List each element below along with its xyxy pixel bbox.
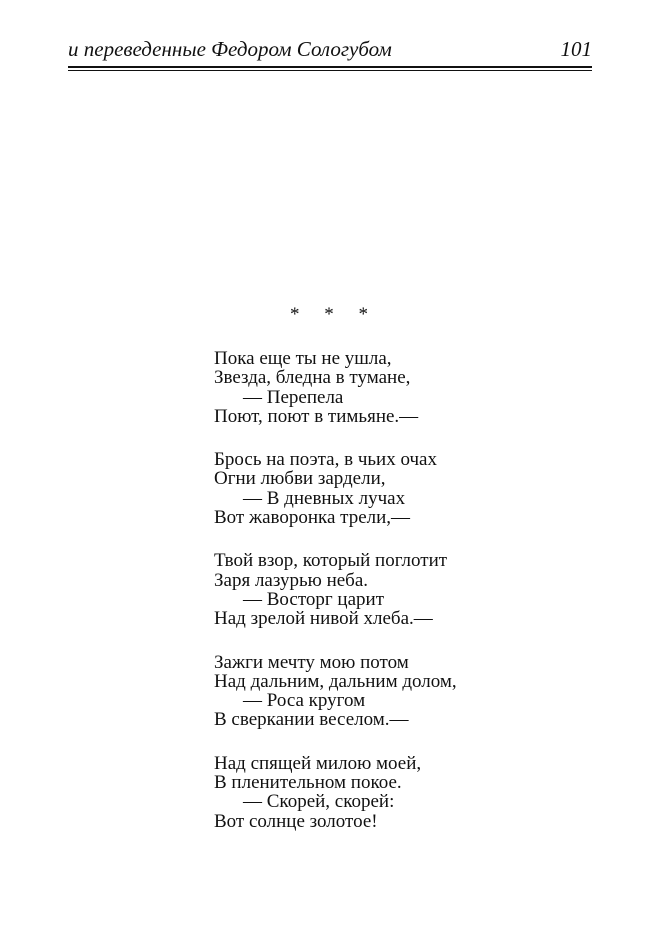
- poem-line: Огни любви зардели,: [214, 468, 386, 490]
- poem-line-indented: — Скорей, скорей:: [243, 791, 395, 813]
- poem-line: В пленительном покое.: [214, 772, 402, 794]
- poem-line: Пока еще ты не ушла,: [214, 348, 392, 369]
- header-rule-thick: [68, 66, 592, 68]
- poem-line-indented: — Роса кругом: [243, 690, 366, 712]
- poem-line: Заря лазурью неба.: [214, 569, 369, 591]
- poem-line: Брось на поэта, в чьих очах: [214, 449, 437, 471]
- poem-line-indented: — Восторг царит: [243, 588, 384, 610]
- stanza: [214, 450, 594, 527]
- running-title: и переведенные Федором Сологубом: [68, 37, 392, 61]
- header-rule-thin: [68, 70, 592, 71]
- stanza: [214, 349, 594, 426]
- poem-line: Над дальним, дальним долом,: [214, 670, 457, 692]
- poem-line: Вот солнце золотое!: [214, 810, 378, 832]
- stanza: [214, 551, 594, 628]
- poem-line: Вот жаворонка трели,—: [214, 507, 411, 529]
- poem-line-indented: — Перепела: [243, 386, 344, 408]
- poem-line: Звезда, бледна в тумане,: [214, 367, 411, 389]
- stanza: [214, 653, 594, 730]
- poem-line: Над спящей милою моей,: [214, 752, 422, 774]
- running-head: [68, 37, 592, 63]
- poem-line: Поют, поют в тимьяне.—: [214, 405, 419, 427]
- poem-line: Твой взор, который поглотит: [214, 550, 448, 572]
- asterism-ornament: * * *: [290, 304, 378, 325]
- page-number: 101: [560, 37, 592, 61]
- poem-line: В сверкании веселом.—: [214, 709, 409, 731]
- poem: [214, 349, 594, 855]
- poem-line: Зажги мечту мою потом: [214, 651, 409, 673]
- poem-line: Над зрелой нивой хлеба.—: [214, 608, 433, 630]
- poem-line-indented: — В дневных лучах: [243, 487, 406, 509]
- stanza: [214, 754, 594, 831]
